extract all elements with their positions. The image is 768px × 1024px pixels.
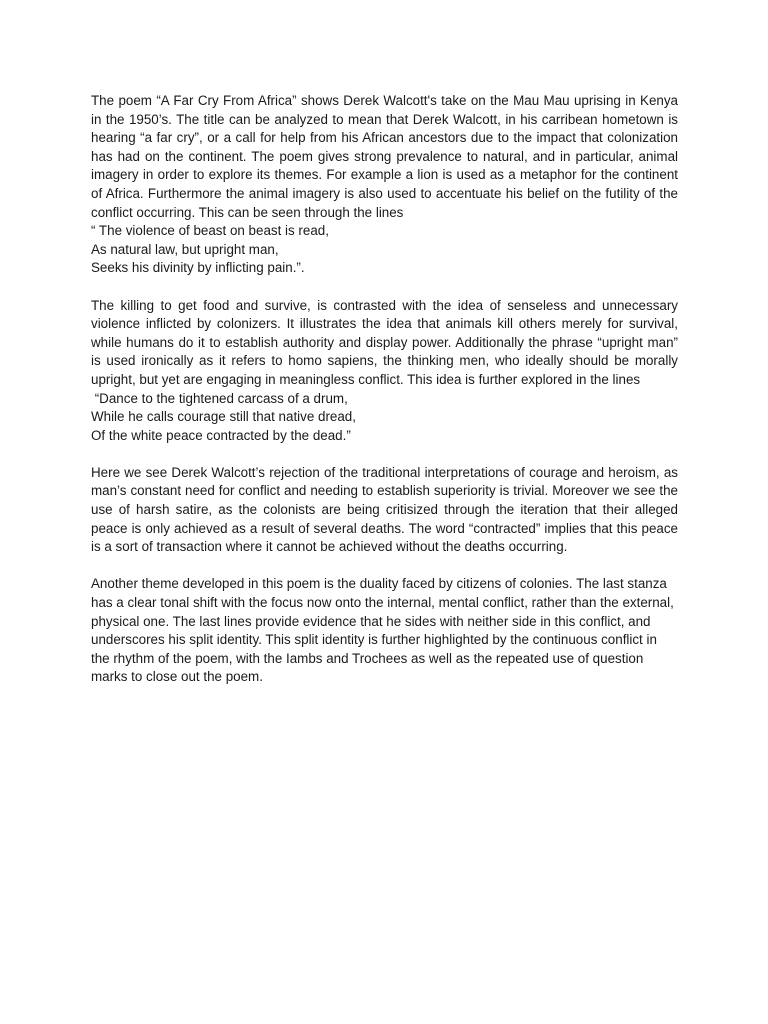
quote-1-line-1: “ The violence of beast on beast is read, [91, 223, 329, 239]
quote-2 [91, 390, 678, 446]
quote-1-line-3: Seeks his divinity by inflicting pain.”. [91, 260, 305, 276]
quote-2-line-3: Of the white peace contracted by the dead.” [91, 427, 351, 443]
quote-2-line-1: “Dance to the tightened carcass of a drum, [91, 390, 348, 406]
paragraph-3: Here we see Derek Walcott’s rejection of the traditional interpretations of courage and heroism, as man’s constant need for conflict and needing to establish superiority is trivial. Moreover we see the use of harsh satire, as the colonists are being critisized through the iteration that their alleged peace is only achieved as a result of several deaths. The word “contracted” implies that this peace is a sort of transaction where it cannot be achieved without the deaths occurring. [91, 464, 678, 555]
paragraph-gap [91, 557, 678, 576]
paragraph-gap [91, 445, 678, 464]
quote-2-line-2: While he calls courage still that native dread, [91, 409, 356, 425]
paragraph-2: The killing to get food and survive, is contrasted with the idea of senseless and unnecessary violence inflicted by colonizers. It illustrates the idea that animals kill others merely for survival, while humans do it to establish authority and display power. Additionally the phrase “upright man” is used ironically as it refers to homo sapiens, the thinking men, who ideally should be morally upright, but yet are engaging in meaningless conflict. This idea is further explored in the lines [91, 297, 678, 387]
document-page [91, 92, 678, 687]
paragraph-1: The poem “A Far Cry From Africa” shows Derek Walcott's take on the Mau Mau uprising in Kenya in the 1950’s. The title can be analyzed to mean that Derek Walcott, in his carribean hometown is hearing “a far cry”, or a call for help from his African ancestors due to the impact that colonization has had on the continent. The poem gives strong prevalence to natural, and in particular, animal imagery in order to explore its themes. For example a lion is used as a metaphor for the continent of Africa. Furthermore the animal imagery is also used to accentuate his belief on the futility of the conflict occurring. This can be seen through the lines [91, 93, 678, 220]
paragraph-gap [91, 278, 678, 297]
paragraph-4: Another theme developed in this poem is the duality faced by citizens of colonies. The last stanza has a clear tonal shift with the focus now onto the internal, mental conflict, rather than the external, physical one. The last lines provide evidence that he sides with neither side in this conflict, and underscores his split identity. This split identity is further highlighted by the continuous conflict in the rhythm of the poem, with the Iambs and Trochees as well as the repeated use of question marks to close out the poem. [91, 576, 674, 685]
quote-1-line-2: As natural law, but upright man, [91, 241, 279, 257]
quote-1 [91, 222, 678, 278]
